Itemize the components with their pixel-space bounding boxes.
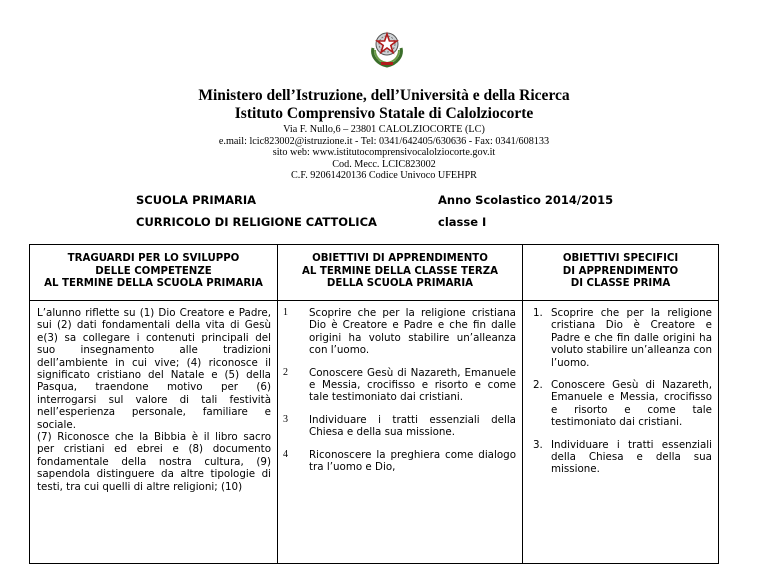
school-year: Anno Scolastico 2014/2015 [438, 193, 614, 207]
tax-code: C.F. 92061420136 Codice Univoco UFEHPR [291, 170, 477, 181]
address: Via F. Nullo,6 – 23801 CALOLZIOCORTE (LC) [283, 124, 485, 135]
traguardi-text-b: (7) Riconosce che la Bibbia è il libro sacro per cristiani ed ebrei e (8) documento fondamentale della nostra cultura, (9) sapendola distinguere da altre tipologie di testi, tra cui quelli di altre religioni; (10) [37, 431, 271, 493]
class-label: classe I [438, 215, 487, 229]
list-item: 1. Scoprire che per la religione cristiana Dio è Creatore e Padre e che fin dalle origini ha voluto stabilire un’alleanza con l’uomo. [533, 307, 712, 369]
col-header-specifici: OBIETTIVI SPECIFICI DI APPRENDIMENTO DI CLASSE PRIMA [523, 245, 719, 301]
republic-emblem-icon [367, 26, 407, 68]
website: sito web: www.istitutocomprensivocalolziocorte.gov.it [272, 147, 496, 158]
col-header-traguardi: TRAGUARDI PER LO SVILUPPO DELLE COMPETENZE AL TERMINE DELLA SCUOLA PRIMARIA [30, 245, 278, 301]
ministry-title: Ministero dell’Istruzione, dell’Università e della Ricerca [198, 87, 570, 104]
curriculum-title: CURRICOLO DI RELIGIONE CATTOLICA [136, 215, 377, 229]
mecc-code: Cod. Mecc. LCIC823002 [332, 158, 436, 170]
curriculum-table [29, 244, 719, 564]
school-level: SCUOLA PRIMARIA [136, 193, 257, 207]
list-item: 2. Conoscere Gesù di Nazareth, Emanuele e Messia, crocifisso e risorto e come tale testimoniato dai cristiani. [533, 379, 712, 429]
list-item: 3 Individuare i tratti essenziali della Chiesa e della sua missione. [283, 413, 516, 439]
school-info [0, 124, 768, 182]
list-item: 2 Conoscere Gesù di Nazareth, Emanuele e Messia, crocifisso e risorto e come tale testimoniato dai cristiani. [283, 366, 516, 404]
table-row [30, 301, 719, 564]
school-title: Istituto Comprensivo Statale di Calolziocorte [234, 105, 534, 122]
traguardi-text-a: L’alunno riflette su (1) Dio Creatore e Padre, sui (2) dati fondamentali della vita di Gesù e(3) sa collegare i contenuti principali del suo insegnamento alle tradizioni dell’ambiente in cui vive; (4) riconosce il significato cristiano del Natale e (5) della Pasqua, traendone motivo per (6) interrogarsi sul valore di tali festività nell’esperienza personale, familiare e sociale. [37, 307, 271, 431]
list-item: 1 Scoprire che per la religione cristiana Dio è Creatore e Padre e che fin dalle origini ha voluto stabilire un’alleanza con l’uomo. [283, 307, 516, 357]
traguardi-cell [30, 301, 278, 564]
list-item: 3. Individuare i tratti essenziali della Chiesa e della sua missione. [533, 438, 712, 476]
col-header-obiettivi: OBIETTIVI DI APPRENDIMENTO AL TERMINE DELLA CLASSE TERZA DELLA SCUOLA PRIMARIA [278, 245, 523, 301]
obiettivi-specifici-cell [523, 301, 719, 564]
contacts: e.mail: lcic823002@istruzione.it - Tel: 0341/642405/630636 - Fax: 0341/608133 [218, 135, 550, 147]
obiettivi-cell [278, 301, 523, 564]
table-header-row [30, 245, 719, 301]
list-item: 4 Riconoscere la preghiera come dialogo tra l’uomo e Dio, [283, 448, 516, 474]
